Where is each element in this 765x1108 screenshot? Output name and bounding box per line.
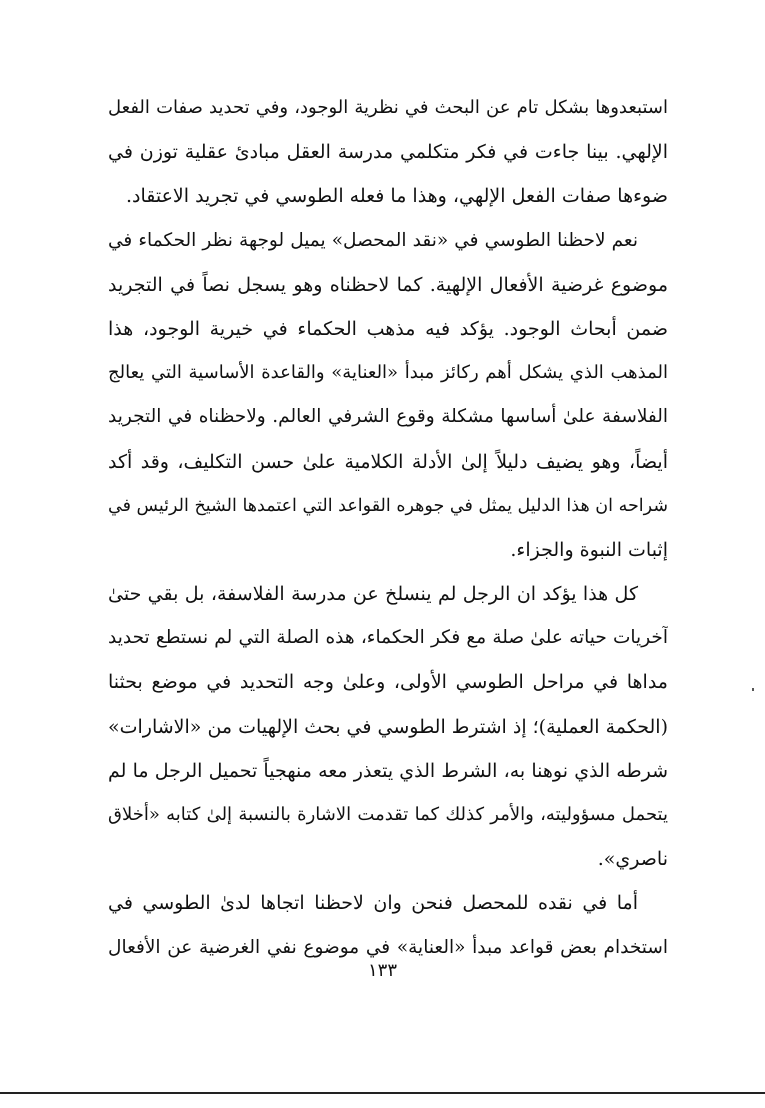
text-line: إثبات النبوة والجزاء. [510, 538, 668, 561]
text-line: شراحه ان هذا الدليل يمثل في جوهره القواعد التي اعتمدها الشيخ الرئيس في [108, 495, 668, 516]
text-line: ناصري». [597, 848, 668, 871]
text-line: مداها في مراحل الطوسي الأولى، وعلىٰ وجه التحديد في موضع بحثنا [108, 671, 668, 694]
paragraph-start-line: نعم لاحظنا الطوسي في «نقد المحصل» يميل لوجهة نظر الحكماء في [108, 229, 638, 251]
text-line: استخدام بعض قواعد مبدأ «العناية» في موضوع نفي الغرضية عن الأفعال [108, 936, 668, 958]
text-line: يتحمل مسؤوليته، والأمر كذلك كما تقدمت الاشارة بالنسبة إلىٰ كتابه «أخلاق [108, 804, 668, 825]
text-line: المذهب الذي يشكل أهم ركائز مبدأ «العناية» والقاعدة الأساسية التي يعالج [108, 362, 668, 384]
bottom-rule [0, 1092, 765, 1094]
text-line: ضمن أبحاث الوجود. يؤكد فيه مذهب الحكماء في خيرية الوجود، هذا [108, 317, 668, 340]
text-line: الفلاسفة علىٰ أساسها مشكلة وقوع الشرفي العالم. ولاحظناه في التجريد [108, 406, 668, 428]
text-line: استبعدوها بشكل تام عن البحث في نظرية الوجود، وفي تحديد صفات الفعل [108, 97, 668, 118]
text-line: ضوءها صفات الفعل الإلهي، وهذا ما فعله الطوسي في تجريد الاعتقاد. [125, 185, 668, 208]
paragraph-start-line: أما في نقده للمحصل فنحن وان لاحظنا اتجاها لدىٰ الطوسي في [108, 892, 638, 915]
text-line: (الحكمة العملية)؛ إذ اشترط الطوسي في بحث الإلهيات من «الاشارات» [108, 715, 668, 738]
page-number: ١٣٣ [367, 960, 397, 981]
body-text [108, 86, 668, 970]
paragraph-start-line: كل هذا يؤكد ان الرجل لم ينسلخ عن مدرسة الفلاسفة، بل بقي حتىٰ [108, 583, 638, 606]
text-line: الإلهي. بينا جاءت في فكر متكلمي مدرسة العقل مبادئ عقلية توزن في [108, 141, 668, 164]
text-line: أيضاً، وهو يضيف دليلاً إلىٰ الأدلة الكلامية علىٰ حسن التكليف، وقد أكد [108, 450, 668, 473]
scan-speck [752, 688, 754, 691]
text-line: موضوع غرضية الأفعال الإلهية. كما لاحظناه وهو يسجل نصاً في التجريد [108, 273, 668, 296]
text-line: شرطه الذي نوهنا به، الشرط الذي يتعذر معه منهجياً تحميل الرجل ما لم [108, 759, 668, 782]
text-line: آخريات حياته علىٰ صلة مع فكر الحكماء، هذه الصلة التي لم نستطع تحديد [108, 627, 668, 649]
